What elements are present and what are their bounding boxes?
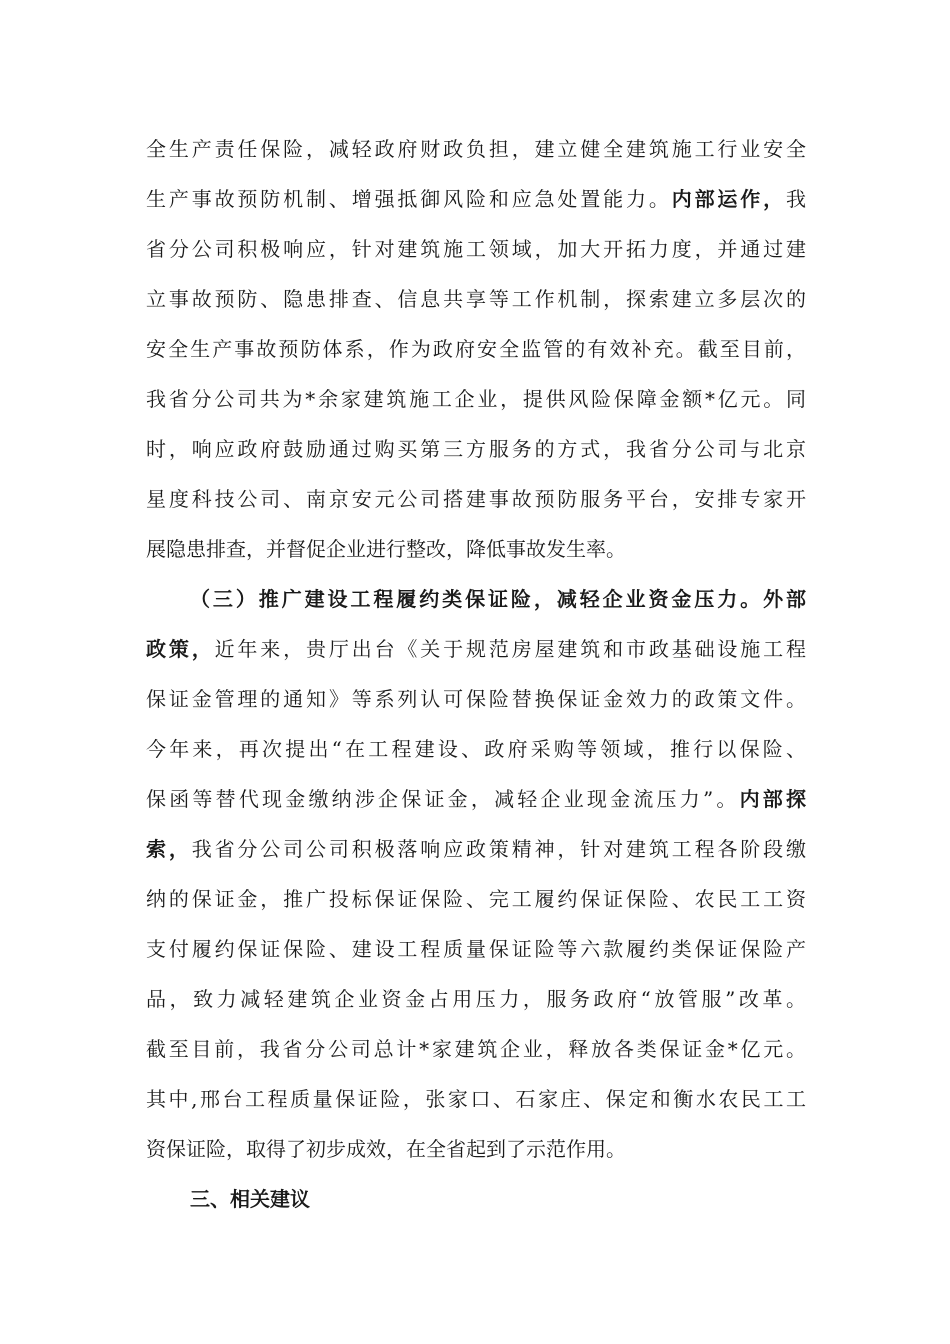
text-line: 今年来，再次提出“在工程建设、政府采购等领域，推行以保险、 — [146, 737, 806, 761]
text-line: 保函等替代现金缴纳涉企保证金，减轻企业现金流压力”。内部探 — [146, 787, 806, 811]
text-line: 安全生产事故预防体系，作为政府安全监管的有效补充。截至目前， — [146, 337, 806, 361]
text-line: 星度科技公司、南京安元公司搭建事故预防服务平台，安排专家开 — [146, 487, 806, 511]
text-line: 全生产责任保险，减轻政府财政负担，建立健全建筑施工行业安全 — [146, 137, 806, 161]
text-line: 展隐患排查，并督促企业进行整改，降低事故发生率。 — [146, 537, 626, 561]
text-line: 时，响应政府鼓励通过购买第三方服务的方式，我省分公司与北京 — [146, 437, 806, 461]
section-heading: 三、相关建议 — [190, 1187, 310, 1211]
text-line: 我省分公司共为*余家建筑施工企业，提供风险保障金额*亿元。同 — [146, 387, 806, 411]
text-line: 资保证险，取得了初步成效，在全省起到了示范作用。 — [146, 1137, 626, 1161]
section-heading-line: （三）推广建设工程履约类保证险，减轻企业资金压力。外部 — [190, 587, 806, 611]
text-line: 其中,邢台工程质量保证险，张家口、石家庄、保定和衡水农民工工 — [146, 1087, 806, 1111]
text-line: 纳的保证金，推广投标保证保险、完工履约保证保险、农民工工资 — [146, 887, 806, 911]
text-line: 生产事故预防机制、增强抵御风险和应急处置能力。内部运作，我 — [146, 187, 807, 211]
text-line: 索，我省分公司公司积极落响应政策精神，针对建筑工程各阶段缴 — [146, 837, 807, 861]
text-line: 政策，近年来，贵厅出台《关于规范房屋建筑和市政基础设施工程 — [146, 637, 807, 661]
text-line: 省分公司积极响应，针对建筑施工领域，加大开拓力度，并通过建 — [146, 237, 806, 261]
text-line: 保证金管理的通知》等系列认可保险替换保证金效力的政策文件。 — [146, 687, 806, 711]
text-line: 立事故预防、隐患排查、信息共享等工作机制，探索建立多层次的 — [146, 287, 806, 311]
text-line: 截至目前，我省分公司总计*家建筑企业，释放各类保证金*亿元。 — [146, 1037, 806, 1061]
text-line: 品，致力减轻建筑企业资金占用压力，服务政府“放管服”改革。 — [146, 987, 806, 1011]
text-line: 支付履约保证保险、建设工程质量保证险等六款履约类保证保险产 — [146, 937, 806, 961]
